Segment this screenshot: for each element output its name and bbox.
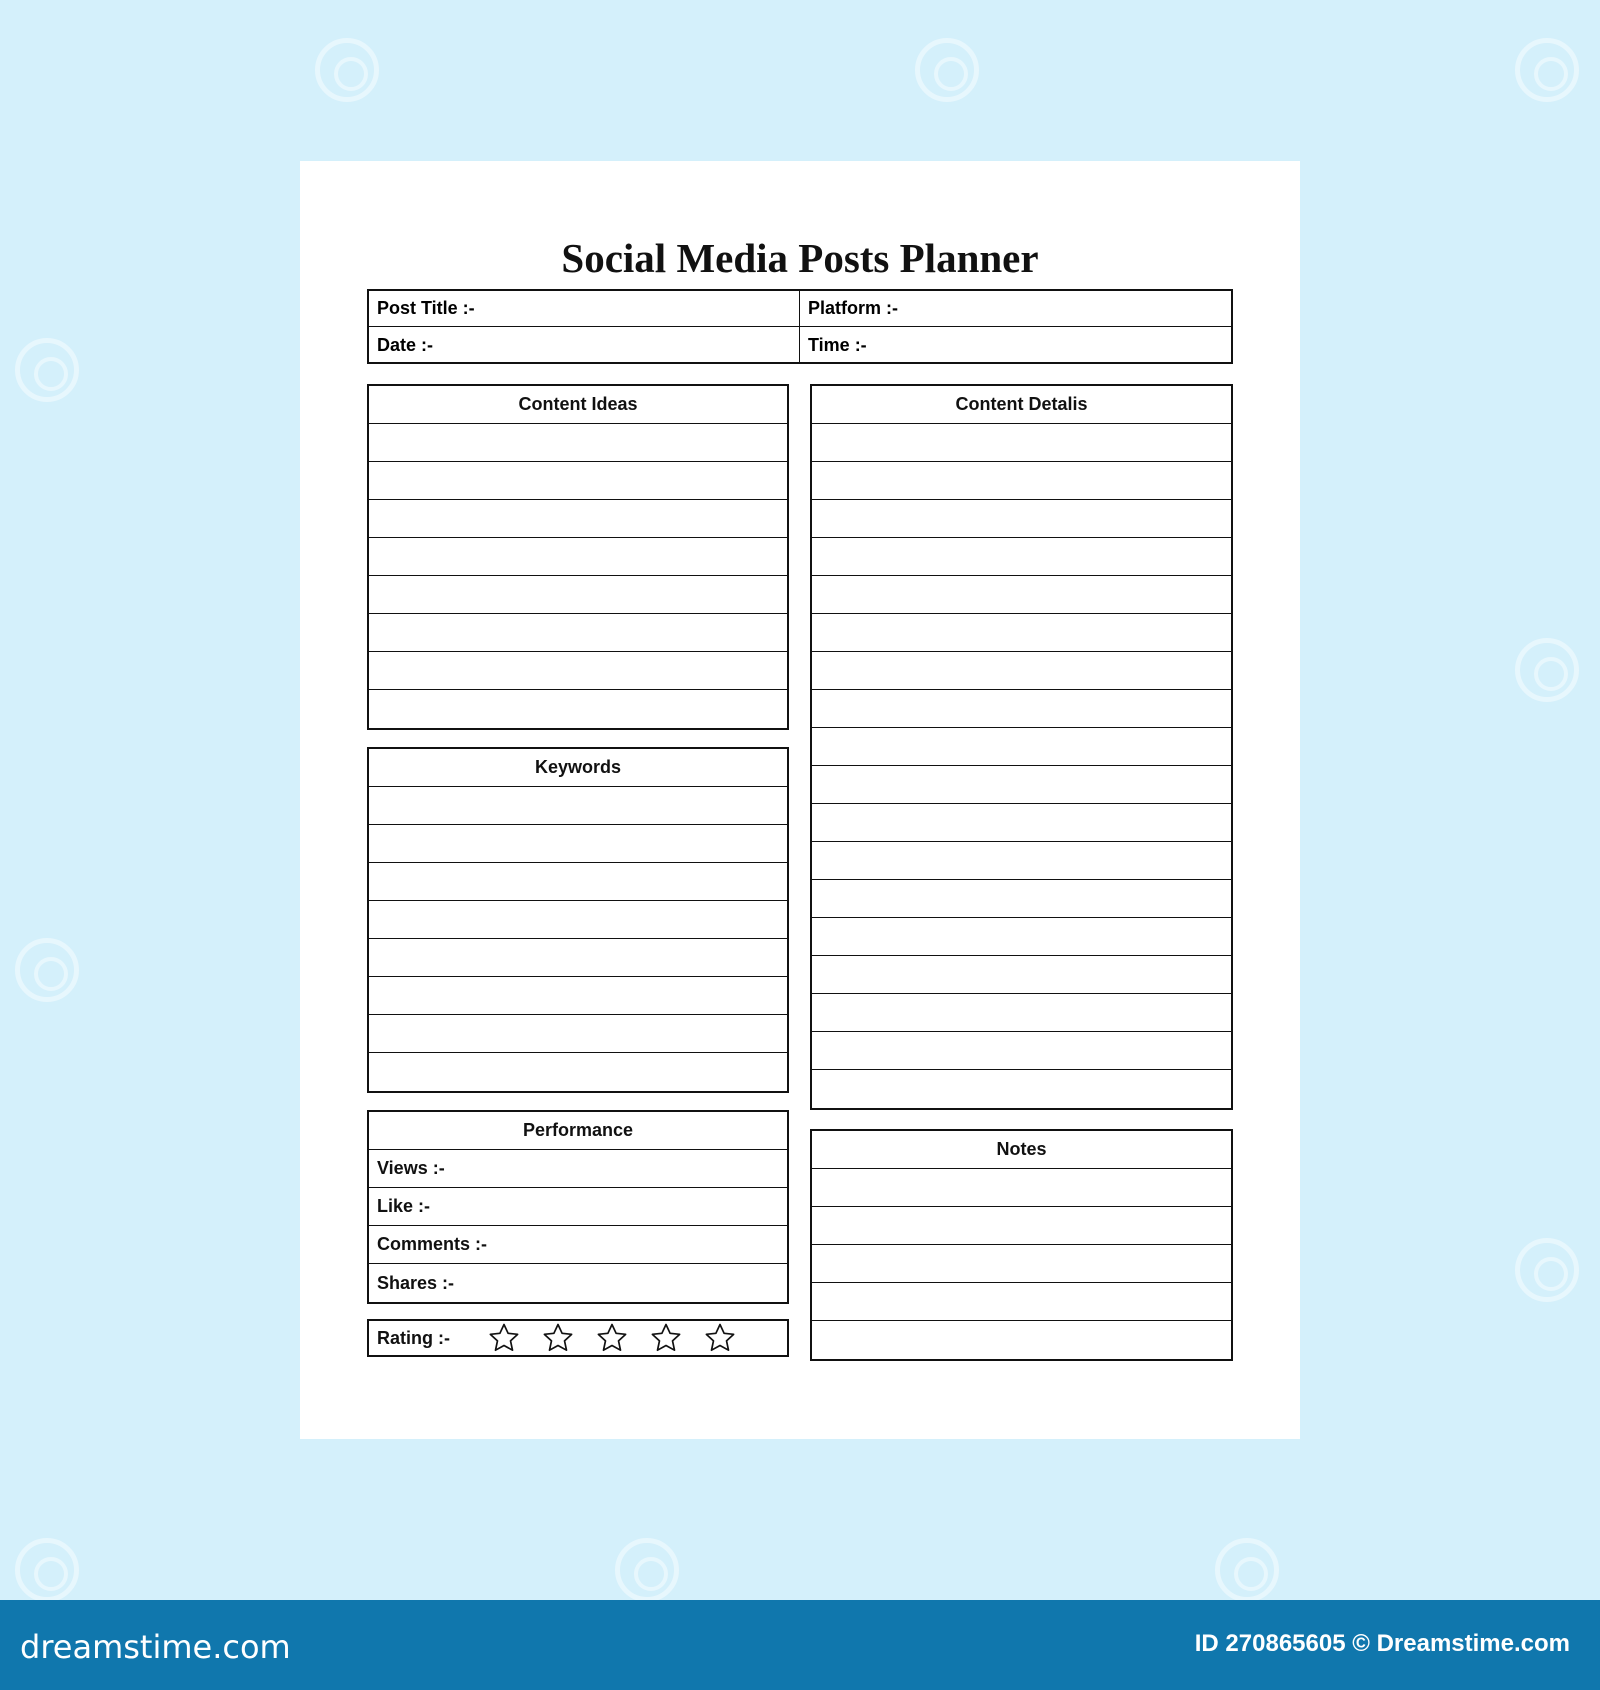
rating-section <box>367 1319 789 1357</box>
comments-field[interactable]: Comments :- <box>369 1226 787 1264</box>
shares-field[interactable]: Shares :- <box>377 1272 455 1293</box>
notes-section <box>810 1129 1233 1361</box>
blank-line[interactable] <box>812 1169 1231 1207</box>
star-icon[interactable] <box>703 1321 737 1355</box>
footer-bar <box>0 1600 1600 1690</box>
blank-line[interactable] <box>812 500 1231 538</box>
blank-line[interactable] <box>812 652 1231 690</box>
blank-line[interactable] <box>369 977 787 1015</box>
section-heading: Content Detalis <box>812 386 1231 424</box>
blank-line[interactable] <box>812 690 1231 728</box>
blank-line[interactable] <box>812 1321 1231 1359</box>
blank-line[interactable] <box>812 462 1231 500</box>
blank-line[interactable] <box>812 1283 1231 1321</box>
blank-line[interactable] <box>369 652 787 690</box>
blank-line[interactable] <box>369 576 787 614</box>
blank-line[interactable] <box>812 956 1231 994</box>
blank-line[interactable] <box>812 994 1231 1032</box>
post-title-field[interactable]: Post Title :- <box>369 291 800 327</box>
star-icon[interactable] <box>541 1321 575 1355</box>
blank-line[interactable] <box>812 804 1231 842</box>
rating-label: Rating :- <box>377 1327 450 1348</box>
blank-line[interactable] <box>369 614 787 652</box>
blank-line[interactable] <box>369 500 787 538</box>
blank-line[interactable] <box>369 1053 787 1091</box>
blank-line[interactable] <box>369 1015 787 1053</box>
blank-line[interactable] <box>369 825 787 863</box>
platform-field[interactable]: Platform :- <box>800 291 1231 327</box>
blank-line[interactable] <box>369 538 787 576</box>
blank-line[interactable] <box>812 614 1231 652</box>
image-credit: ID 270865605 © Dreamstime.com <box>1194 1630 1570 1657</box>
page-title: Social Media Posts Planner <box>561 235 1039 281</box>
blank-line[interactable] <box>812 538 1231 576</box>
date-field[interactable]: Date :- <box>369 327 800 363</box>
section-heading: Notes <box>812 1131 1231 1169</box>
content-ideas-section <box>367 384 789 730</box>
blank-line[interactable] <box>369 424 787 462</box>
star-icon[interactable] <box>595 1321 629 1355</box>
likes-field[interactable]: Like :- <box>369 1188 787 1226</box>
dreamstime-logo[interactable]: dreamstime.com <box>20 1628 291 1666</box>
blank-line[interactable] <box>812 576 1231 614</box>
blank-line[interactable] <box>812 1032 1231 1070</box>
time-field[interactable]: Time :- <box>808 334 867 355</box>
blank-line[interactable] <box>812 424 1231 462</box>
rating-row <box>369 1321 787 1355</box>
performance-section <box>367 1110 789 1304</box>
blank-line[interactable] <box>812 1245 1231 1283</box>
blank-line[interactable] <box>812 728 1231 766</box>
blank-line[interactable] <box>812 918 1231 956</box>
content-details-section <box>810 384 1233 1110</box>
blank-line[interactable] <box>812 842 1231 880</box>
blank-line[interactable] <box>812 1207 1231 1245</box>
blank-line[interactable] <box>369 690 787 728</box>
views-field[interactable]: Views :- <box>369 1150 787 1188</box>
blank-line[interactable] <box>369 863 787 901</box>
star-icon[interactable] <box>487 1321 521 1355</box>
blank-line[interactable] <box>369 462 787 500</box>
post-info-table <box>367 289 1233 364</box>
blank-line[interactable] <box>812 1070 1231 1108</box>
section-heading: Performance <box>369 1112 787 1150</box>
keywords-section <box>367 747 789 1093</box>
blank-line[interactable] <box>812 766 1231 804</box>
section-heading: Keywords <box>369 749 787 787</box>
blank-line[interactable] <box>369 939 787 977</box>
section-heading: Content Ideas <box>369 386 787 424</box>
star-icon[interactable] <box>649 1321 683 1355</box>
blank-line[interactable] <box>369 787 787 825</box>
blank-line[interactable] <box>812 880 1231 918</box>
blank-line[interactable] <box>369 901 787 939</box>
